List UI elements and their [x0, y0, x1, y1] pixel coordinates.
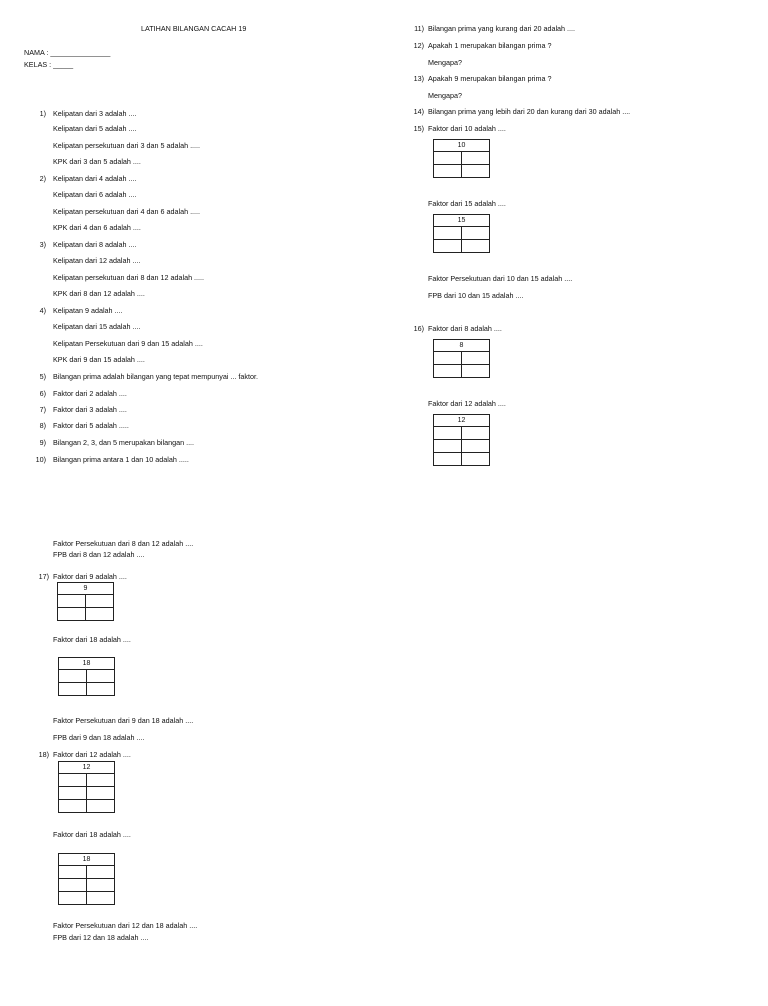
factor-cell[interactable] — [462, 165, 490, 178]
factor-table-number: 15 — [434, 215, 490, 227]
question-line: KPK dari 9 dan 15 adalah .... — [53, 355, 145, 364]
question-line: Kelipatan dari 3 adalah .... — [53, 109, 137, 118]
question-line: Faktor Persekutuan dari 9 dan 18 adalah .... — [53, 716, 194, 725]
question-number: 11) — [414, 24, 424, 33]
question-line: Kelipatan 9 adalah .... — [53, 306, 123, 315]
question-line: Faktor dari 12 adalah .... — [428, 399, 506, 408]
question-line: KPK dari 8 dan 12 adalah .... — [53, 289, 145, 298]
question-number: 3) — [39, 240, 46, 249]
question-number: 6) — [39, 389, 46, 398]
question-line: Kelipatan dari 5 adalah .... — [53, 124, 137, 133]
factor-cell[interactable] — [87, 800, 115, 813]
factor-cell[interactable] — [434, 240, 462, 253]
factor-table-number: 8 — [434, 340, 490, 352]
factor-table-number: 12 — [434, 415, 490, 427]
question-number: 4) — [39, 306, 46, 315]
question-line: Faktor dari 18 adalah .... — [53, 635, 131, 644]
question-line: Kelipatan dari 12 adalah .... — [53, 256, 141, 265]
question-line: Kelipatan Persekutuan dari 9 dan 15 adalah .... — [53, 339, 203, 348]
factor-cell[interactable] — [59, 800, 87, 813]
question-line: FPB dari 10 dan 15 adalah .... — [428, 291, 524, 300]
question-line: Faktor dari 5 adalah ..... — [53, 421, 129, 430]
factor-table — [433, 339, 490, 378]
question-number: 5) — [39, 372, 46, 381]
factor-cell[interactable] — [434, 165, 462, 178]
factor-cell[interactable] — [87, 774, 115, 787]
question-number: 17) — [38, 572, 49, 581]
factor-cell[interactable] — [434, 440, 462, 453]
factor-cell[interactable] — [59, 774, 87, 787]
factor-cell[interactable] — [58, 608, 86, 621]
question-line: Kelipatan dari 6 adalah .... — [53, 190, 137, 199]
factor-cell[interactable] — [59, 683, 87, 696]
question-number: 8) — [39, 421, 46, 430]
question-line: Kelipatan persekutuan dari 4 dan 6 adalah ..... — [53, 207, 201, 216]
name-field[interactable]: NAMA : _______________ — [24, 48, 111, 57]
factor-cell[interactable] — [87, 879, 115, 892]
factor-cell[interactable] — [87, 787, 115, 800]
factor-cell[interactable] — [462, 427, 490, 440]
factor-cell[interactable] — [462, 453, 490, 466]
question-line: Bilangan prima adalah bilangan yang tepat mempunyai ... faktor. — [53, 372, 258, 381]
factor-table-number: 18 — [59, 854, 115, 866]
factor-table — [58, 761, 115, 813]
question-line: Apakah 1 merupakan bilangan prima ? — [428, 41, 552, 50]
factor-cell[interactable] — [86, 608, 114, 621]
factor-table — [58, 853, 115, 905]
factor-cell[interactable] — [59, 879, 87, 892]
factor-table-number: 9 — [58, 583, 114, 595]
question-line: Kelipatan persekutuan dari 3 dan 5 adalah ..... — [53, 141, 201, 150]
question-number: 7) — [39, 405, 46, 414]
factor-cell[interactable] — [462, 352, 490, 365]
question-number: 2) — [39, 174, 46, 183]
factor-cell[interactable] — [462, 240, 490, 253]
question-number: 14) — [413, 107, 424, 116]
question-line: Kelipatan persekutuan dari 8 dan 12 adalah ..... — [53, 273, 205, 282]
factor-cell[interactable] — [434, 352, 462, 365]
question-line: Bilangan 2, 3, dan 5 merupakan bilangan .... — [53, 438, 195, 447]
factor-table — [433, 139, 490, 178]
question-line: FPB dari 12 dan 18 adalah .... — [53, 933, 149, 942]
factor-cell[interactable] — [59, 866, 87, 879]
question-line: Faktor Persekutuan dari 12 dan 18 adalah .... — [53, 921, 198, 930]
question-line: Bilangan prima yang kurang dari 20 adalah .... — [428, 24, 576, 33]
factor-cell[interactable] — [434, 227, 462, 240]
factor-table-number: 18 — [59, 658, 115, 670]
question-line: Faktor Persekutuan dari 8 dan 12 adalah .... — [53, 539, 194, 548]
factor-cell[interactable] — [87, 866, 115, 879]
question-number: 15) — [413, 124, 424, 133]
question-line: FPB dari 8 dan 12 adalah .... — [53, 550, 145, 559]
question-line: KPK dari 3 dan 5 adalah .... — [53, 157, 141, 166]
factor-table — [58, 657, 115, 696]
question-number: 18) — [38, 750, 49, 759]
factor-cell[interactable] — [462, 365, 490, 378]
question-line: Mengapa? — [428, 58, 462, 67]
question-line: Faktor Persekutuan dari 10 dan 15 adalah .... — [428, 274, 573, 283]
factor-table — [433, 214, 490, 253]
factor-table — [57, 582, 114, 621]
question-line: Faktor dari 2 adalah .... — [53, 389, 127, 398]
question-line: Faktor dari 9 adalah .... — [53, 572, 127, 581]
question-line: Bilangan prima yang lebih dari 20 dan kurang dari 30 adalah .... — [428, 107, 631, 116]
question-line: Faktor dari 18 adalah .... — [53, 830, 131, 839]
factor-cell[interactable] — [59, 892, 87, 905]
worksheet-title: LATIHAN BILANGAN CACAH 19 — [141, 24, 247, 33]
question-line: Bilangan prima antara 1 dan 10 adalah ..... — [53, 455, 189, 464]
question-number: 10) — [35, 455, 46, 464]
factor-cell[interactable] — [87, 892, 115, 905]
question-line: FPB dari 9 dan 18 adalah .... — [53, 733, 145, 742]
question-number: 13) — [413, 74, 424, 83]
question-number: 1) — [39, 109, 46, 118]
question-line: Faktor dari 3 adalah .... — [53, 405, 127, 414]
factor-cell[interactable] — [87, 683, 115, 696]
factor-cell[interactable] — [434, 427, 462, 440]
factor-cell[interactable] — [462, 440, 490, 453]
question-line: Kelipatan dari 15 adalah .... — [53, 322, 141, 331]
factor-table-number: 10 — [434, 140, 490, 152]
question-line: Mengapa? — [428, 91, 462, 100]
question-line: Faktor dari 12 adalah .... — [53, 750, 131, 759]
factor-cell[interactable] — [87, 670, 115, 683]
question-line: Faktor dari 8 adalah .... — [428, 324, 502, 333]
factor-cell[interactable] — [58, 595, 86, 608]
question-line: Kelipatan dari 4 adalah .... — [53, 174, 137, 183]
class-field[interactable]: KELAS : _____ — [24, 60, 74, 69]
factor-cell[interactable] — [59, 670, 87, 683]
factor-cell[interactable] — [434, 152, 462, 165]
factor-table-number: 12 — [59, 762, 115, 774]
factor-cell[interactable] — [462, 152, 490, 165]
question-line: Apakah 9 merupakan bilangan prima ? — [428, 74, 552, 83]
question-line: Kelipatan dari 8 adalah .... — [53, 240, 137, 249]
factor-cell[interactable] — [59, 787, 87, 800]
factor-cell[interactable] — [86, 595, 114, 608]
question-number: 9) — [39, 438, 46, 447]
factor-cell[interactable] — [434, 365, 462, 378]
factor-cell[interactable] — [462, 227, 490, 240]
question-number: 12) — [413, 41, 424, 50]
question-line: Faktor dari 10 adalah .... — [428, 124, 506, 133]
question-line: Faktor dari 15 adalah .... — [428, 199, 506, 208]
factor-table — [433, 414, 490, 466]
question-line: KPK dari 4 dan 6 adalah .... — [53, 223, 141, 232]
question-number: 16) — [413, 324, 424, 333]
factor-cell[interactable] — [434, 453, 462, 466]
